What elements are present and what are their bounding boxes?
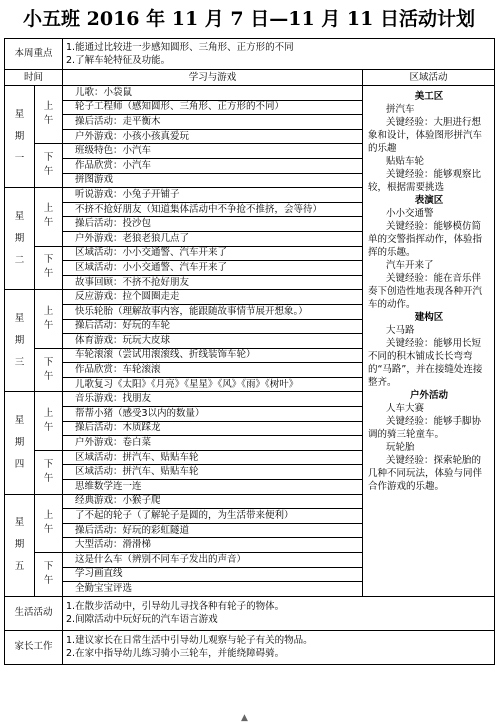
page-marker: ▲ [241, 713, 248, 723]
activity-text: 车轮滚滚（尝试用滚滚线、折线装饰车轮） [63, 348, 363, 363]
parents-row [5, 630, 495, 664]
activity-text: 体育游戏：玩玩大皮球 [63, 334, 363, 349]
morning-label [35, 290, 63, 348]
region-key-experience: 关键经验：能在音乐伴奏下创造性地表现各种开汽车的动作。 [368, 273, 483, 310]
region-activity-name: 人车大赛 [386, 403, 425, 414]
day-label [5, 86, 35, 188]
region-activities [363, 86, 495, 597]
region-activity-name: 大马路 [386, 325, 415, 336]
activity-text: 反应游戏：拉个圆圈走走 [63, 290, 363, 305]
region-heading: 美工区 [414, 91, 444, 102]
morning-text: 上午 [43, 101, 54, 127]
activity-text: 操后活动：走平衡木 [63, 115, 363, 130]
activity-text: 儿歌：小袋鼠 [63, 86, 363, 101]
day-name: 星期一 [14, 108, 25, 164]
activity-text: 这是什么车（辨别不同车子发出的声音） [63, 553, 363, 568]
activity-text: 儿歌复习《太阳》《月亮》《星星》《风》《雨》《树叶》 [63, 377, 363, 392]
activity-text: 操后活动：好玩的彩虹隧道 [63, 523, 363, 538]
activity-text: 区域活动：小小交通警、汽车开来了 [63, 261, 363, 276]
region-activity-name: 拼汽车 [386, 104, 415, 115]
activity-text: 了不起的轮子（了解轮子是圆的，为生活带来便利） [63, 509, 363, 524]
region-heading: 户外活动 [410, 390, 449, 401]
afternoon-label [35, 450, 63, 494]
activity-row [5, 86, 495, 101]
activity-text: 不挤不抢好朋友（知道集体活动中不争抢不推挤，会等待） [63, 202, 363, 217]
activity-text: 轮子工程师（感知圆形、三角形、正方形的不同） [63, 100, 363, 115]
region-key-experience: 关键经验：能够手脚协调的骑三轮童车。 [368, 416, 482, 440]
day-label [5, 188, 35, 290]
header-row [5, 70, 495, 86]
parents-item: 2.在家中指导幼儿练习骑小三轮车，并能绕障碍骑。 [66, 648, 285, 660]
activity-text: 户外游戏：老狼老狼几点了 [63, 231, 363, 246]
afternoon-label [35, 348, 63, 392]
afternoon-text: 下午 [43, 458, 54, 484]
focus-content [63, 39, 495, 70]
focus-item: 2.了解车轮特征及功能。 [66, 55, 171, 66]
region-activity-name: 贴贴车轮 [386, 156, 425, 167]
activity-text: 作品欣赏：车轮滚滚 [63, 363, 363, 378]
focus-label: 本周重点 [5, 39, 63, 70]
header-learning: 学习与游戏 [63, 70, 363, 86]
page-title: 小五班 2016 年 11 月 7 日—11 月 11 日活动计划 [23, 8, 475, 30]
morning-text: 上午 [43, 203, 54, 229]
activity-text: 思维数学连一连 [63, 480, 363, 495]
morning-text: 上午 [43, 509, 54, 535]
activity-text: 经典游戏：小猴子爬 [63, 494, 363, 509]
activity-text: 学习画直线 [63, 567, 363, 582]
region-key-experience: 关键经验：能够观察比较，根据需要挑选 [368, 169, 482, 193]
region-activity-name: 汽车开来了 [386, 260, 434, 271]
life-item: 1.在散步活动中，引导幼儿寻找各种有轮子的物体。 [66, 601, 285, 613]
header-area: 区域活动 [363, 70, 495, 86]
afternoon-text: 下午 [43, 560, 54, 586]
morning-label [35, 392, 63, 450]
activity-text: 故事回顾：不挤不抢好朋友 [63, 275, 363, 290]
morning-label [35, 188, 63, 246]
region-key-experience: 关键经验：大胆进行想象和设计，体验图形拼汽车的乐趣 [368, 117, 483, 154]
morning-label [35, 86, 63, 144]
day-label [5, 392, 35, 494]
region-key-experience: 关键经验：能够模仿简单的交警指挥动作，体验指挥的乐趣。 [368, 221, 483, 258]
afternoon-text: 下午 [43, 356, 54, 382]
activity-text: 操后活动：木质踩龙 [63, 421, 363, 436]
focus-item: 1.能通过比较进一步感知圆形、三角形、正方形的不同 [66, 42, 294, 53]
activity-text: 大型活动：滑滑梯 [63, 538, 363, 553]
life-item: 2.间隙活动中玩好玩的汽车语言游戏 [66, 614, 218, 626]
region-heading: 建构区 [414, 312, 444, 323]
activity-text: 区域活动：拼汽车、贴贴车轮 [63, 450, 363, 465]
afternoon-text: 下午 [43, 152, 54, 178]
activity-text: 快乐轮胎（理解故事内容，能跟随故事情节展开想象。） [63, 304, 363, 319]
activity-text: 拼图游戏 [63, 173, 363, 188]
day-name: 星期五 [14, 517, 25, 573]
activity-text: 区域活动：小小交通警、汽车开来了 [63, 246, 363, 261]
activity-text: 班级特色：小汽车 [63, 144, 363, 159]
header-time: 时间 [5, 70, 63, 86]
activity-text: 户外游戏：卷白菜 [63, 436, 363, 451]
day-name: 星期三 [14, 312, 25, 368]
morning-text: 上午 [43, 305, 54, 331]
day-label [5, 494, 35, 596]
afternoon-label [35, 144, 63, 188]
day-name: 星期四 [14, 415, 25, 471]
day-name: 星期二 [14, 210, 25, 266]
activity-text: 户外游戏：小孩小孩真爱玩 [63, 129, 363, 144]
life-content [63, 596, 495, 630]
activity-text: 帮帮小猪（感受3以内的数量） [63, 407, 363, 422]
activity-text: 音乐游戏：找朋友 [63, 392, 363, 407]
parents-label: 家长工作 [5, 630, 63, 664]
activity-text: 区域活动：拼汽车、贴贴车轮 [63, 465, 363, 480]
region-activity-name: 玩轮胎 [386, 442, 415, 453]
morning-text: 上午 [43, 407, 54, 433]
afternoon-label [35, 553, 63, 597]
region-key-experience: 关键经验：探索轮胎的几种不同玩法，体验与同伴合作游戏的乐趣。 [368, 455, 483, 492]
afternoon-label [35, 246, 63, 290]
parents-item: 1.建议家长在日常生活中引导幼儿观察与轮子有关的物品。 [66, 635, 313, 647]
activity-text: 作品欣赏：小汽车 [63, 158, 363, 173]
activity-text: 操后活动：投沙包 [63, 217, 363, 232]
afternoon-text: 下午 [43, 254, 54, 280]
activity-text: 听说游戏：小兔子开铺子 [63, 188, 363, 203]
plan-table [4, 38, 495, 665]
life-label: 生活活动 [5, 596, 63, 630]
region-activity-name: 小小交通警 [386, 208, 434, 219]
day-label [5, 290, 35, 392]
activity-text: 操后活动：好玩的车轮 [63, 319, 363, 334]
region-key-experience: 关键经验：能够用长短不同的积木铺成长长弯弯的“马路”，并在接缝处连接整齐。 [368, 338, 483, 388]
morning-label [35, 494, 63, 552]
activity-text: 全勤宝宝评选 [63, 582, 363, 597]
parents-content [63, 630, 495, 664]
life-row [5, 596, 495, 630]
focus-row [5, 39, 495, 70]
region-heading: 表演区 [414, 195, 444, 206]
